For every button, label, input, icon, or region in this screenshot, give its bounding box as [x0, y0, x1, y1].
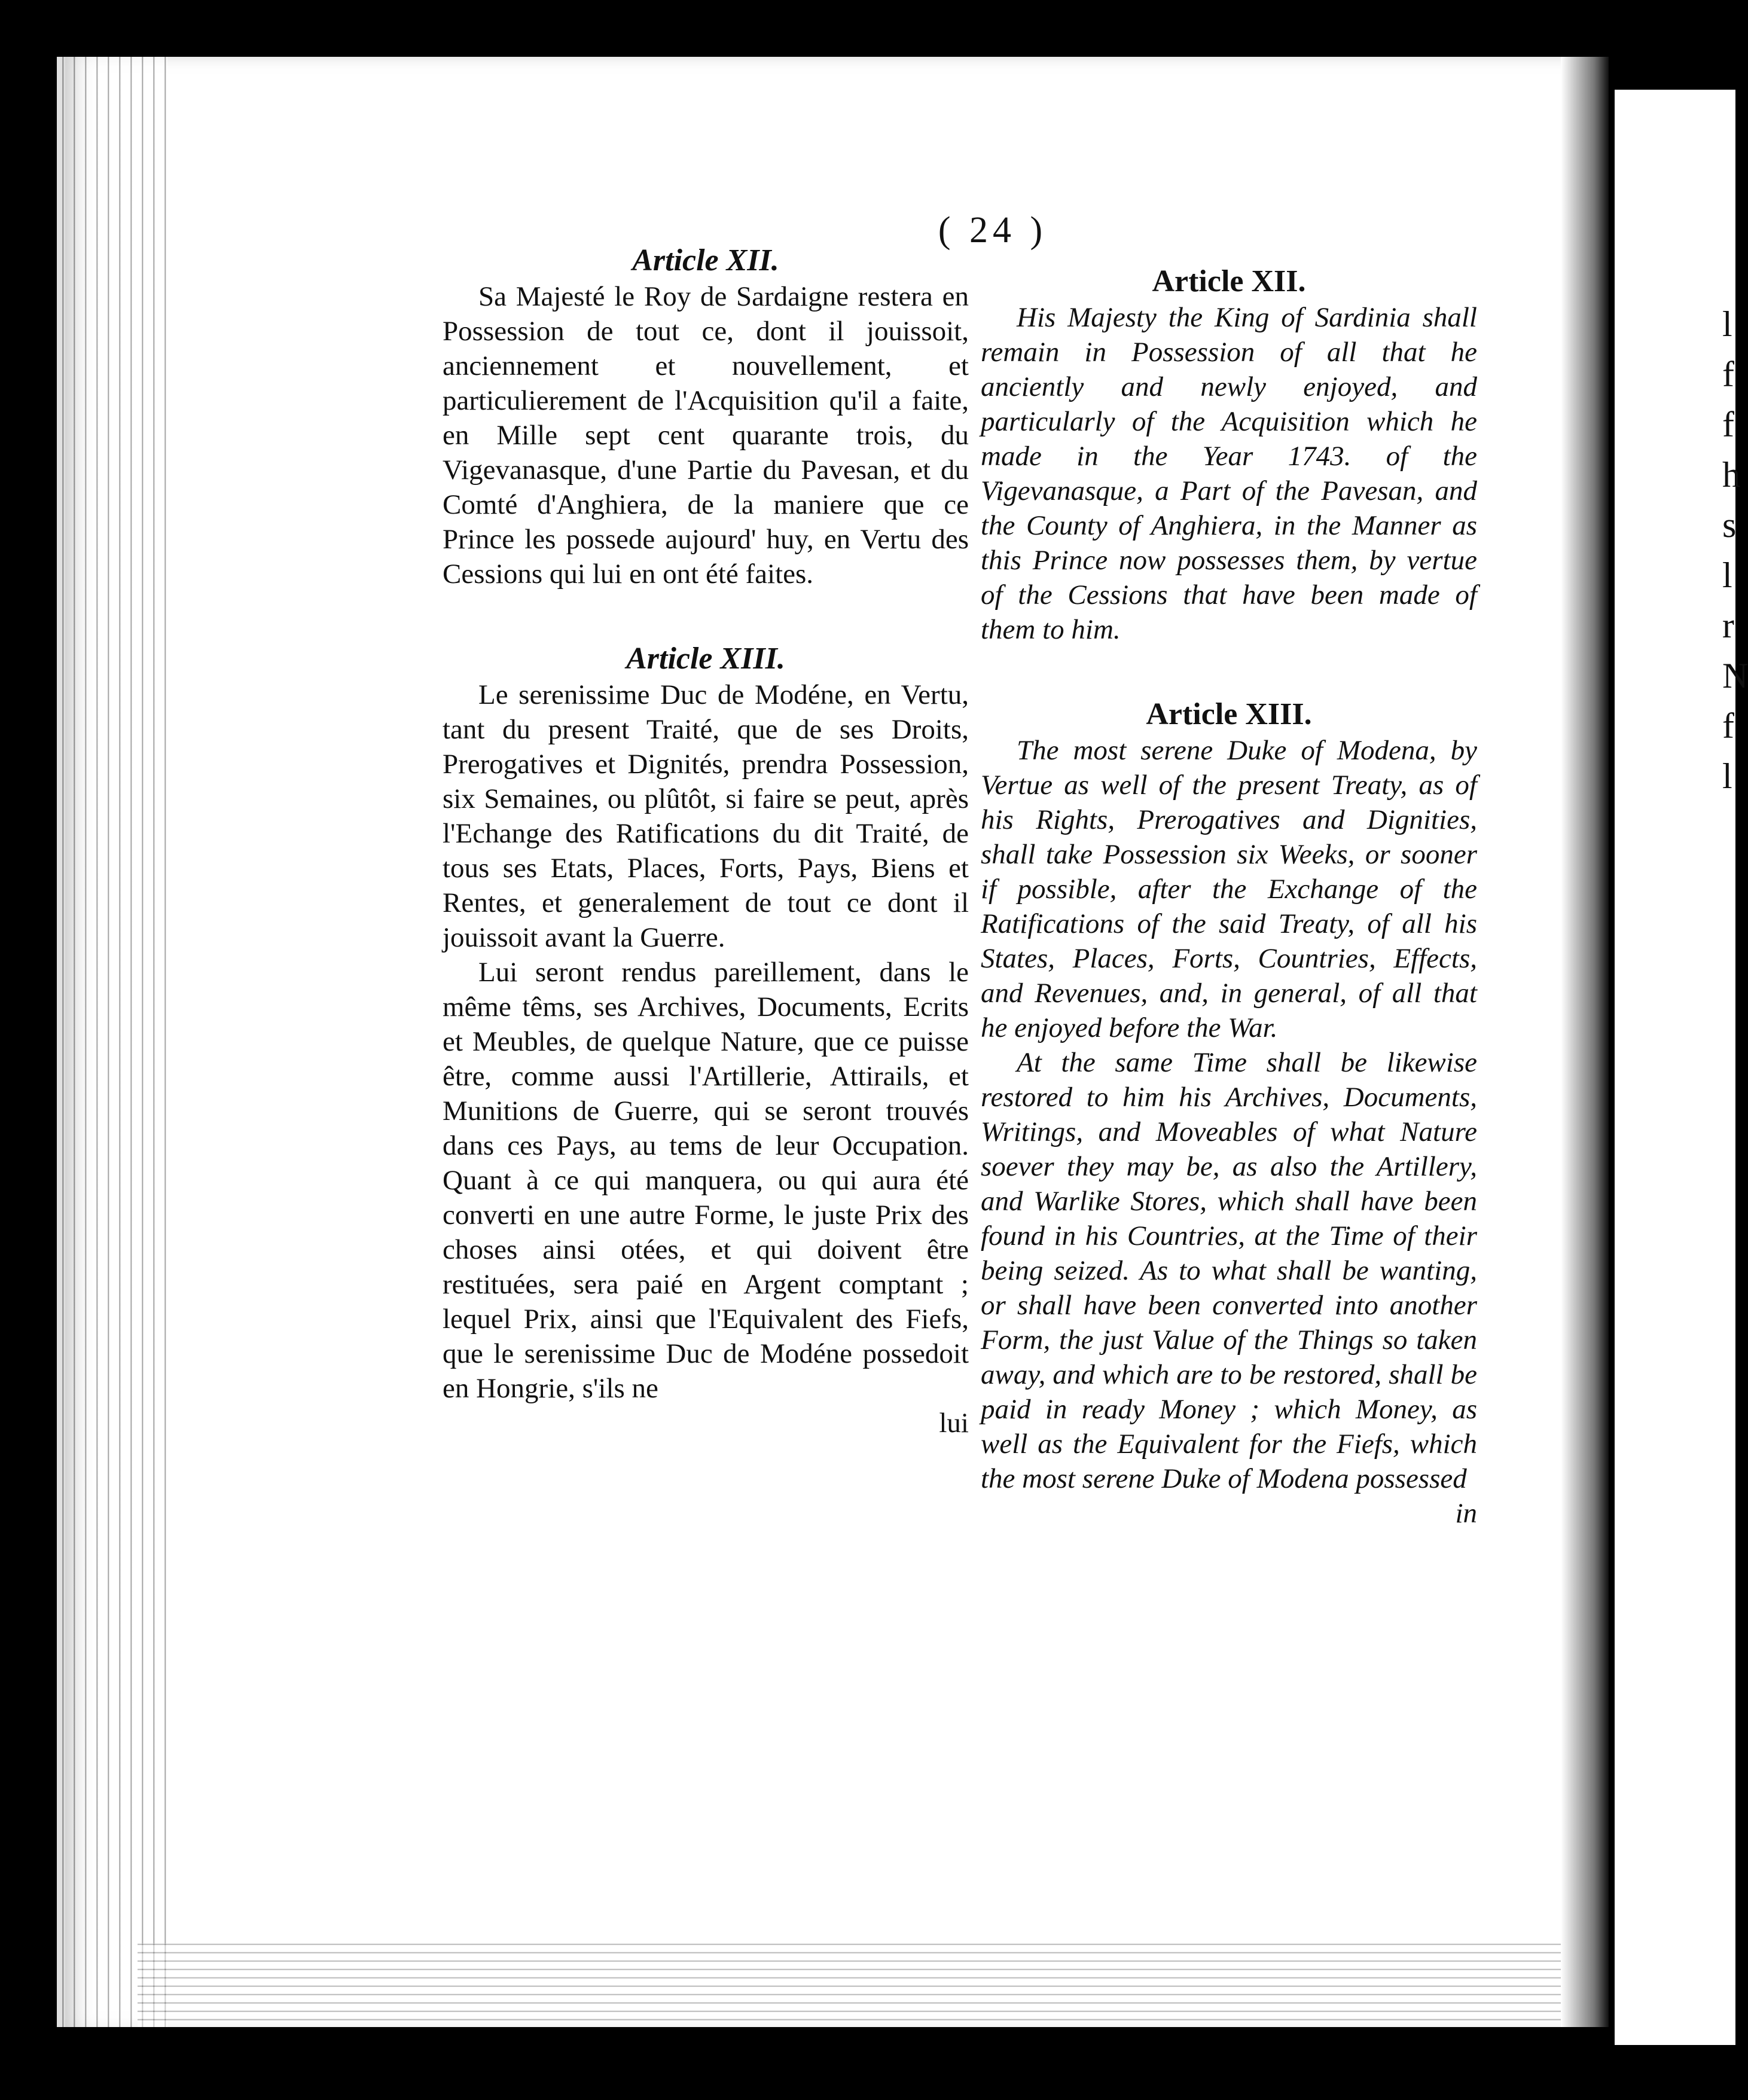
adjacent-letter: N [1722, 656, 1748, 695]
article-13-para1-fr: Le serenissime Duc de Modéne, en Vertu, tant du present Traité, que de ses Droits, Prerogatives et Dignités, prendra Possession, six Semaines, ou plûtôt, si faire se peut, après l'Echange des Ratifications du dit Traité, de tous ses Etats, Places, Forts, Pays, Biens et Rentes, et generalement de tout ce dont il jouissoit avant la Guerre. [443, 679, 969, 953]
article-13-para2-fr: Lui seront rendus pareillement, dans le même têms, ses Archives, Documents, Ecrits et Meubles, de quelque Nature, que ce puisse être, comme aussi l'Artillerie, Attirails, et Munitions de Guerre, qui se seront trouvés dans ces Pays, au tems de leur Occupation. Quant à ce qui manquera, ou qui aura été converti en une autre Forme, le juste Prix des choses ainsi otées, et qui doivent être restituées, sera paié en Argent comptant ; lequel Prix, ainsi que l'Equivalent des Fiefs, que le serenissime Duc de Modéne possedoit en Hongrie, s'ils ne [443, 957, 969, 1404]
article-12-text-en: His Majesty the King of Sardinia shall remain in Possession of all that he anciently and newly enjoyed, and particularly of the Acquisition which he made in the Year 1743. of the Vigevanasque, a Part of the Pavesan, and the County of Anghiera, in the Manner as this Prince now possesses them, by vertue of the Cessions that have been made of them to him. [981, 302, 1477, 645]
adjacent-page-text [1722, 299, 1748, 801]
article-12-heading-fr: Article XII. [632, 243, 779, 277]
page-edge-left [57, 57, 167, 2027]
article-12-text-fr: Sa Majesté le Roy de Sardaigne restera en Possession de tout ce, dont il jouissoit, anciennement et nouvellement, et particulierement de l'Acquisition qu'il a faite, en Mille sept cent quarante trois, du Vigevanasque, d'une Partie du Pavesan, et du Comté d'Anghiera, de la maniere que ce Prince les possede aujourd' huy, en Vertu des Cessions qui lui en ont été faites. [443, 281, 969, 590]
adjacent-letter: l [1722, 756, 1732, 796]
page-edge-bottom [138, 1943, 1573, 2027]
english-column [981, 263, 1477, 1531]
page-number: ( 24 ) [938, 210, 1048, 251]
adjacent-letter: s [1722, 505, 1737, 545]
catchword-en: in [1455, 1498, 1477, 1529]
gutter-shadow [1561, 57, 1609, 2027]
adjacent-letter: l [1722, 304, 1732, 344]
article-13-para1-en: The most serene Duke of Modena, by Vertue as well of the present Treaty, as of his Rights, Prerogatives and Dignities, shall take Possession six Weeks, or sooner if possible, after the Exchange of the Ratifications of the said Treaty, of all his States, Places, Forts, Countries, Effects, and Revenues, and, in general, of all that he enjoyed before the War. [981, 735, 1477, 1043]
adjacent-letter: f [1722, 355, 1734, 394]
adjacent-letter: f [1722, 405, 1734, 444]
adjacent-letter: f [1722, 706, 1734, 746]
adjacent-letter: r [1722, 606, 1734, 645]
article-13-para2-en: At the same Time shall be likewise restored to him his Archives, Documents, Writings, and Moveables of what Nature soever they may be, as also the Artillery, and Warlike Stores, which shall have been found in his Countries, at the Time of their being seized. As to what shall be wanting, or shall have been converted into another Form, the just Value of the Things so taken away, and which are to be restored, shall be paid in ready Money ; which Money, as well as the Equivalent for the Fiefs, which the most serene Duke of Modena possessed [981, 1047, 1477, 1494]
article-13-heading-en: Article XIII. [1146, 697, 1312, 731]
article-12-heading-en: Article XII. [1152, 264, 1306, 298]
catchword-fr: lui [939, 1408, 969, 1439]
adjacent-letter: l [1722, 555, 1732, 595]
french-column [443, 242, 969, 1440]
article-13-heading-fr: Article XIII. [626, 642, 785, 676]
adjacent-letter: h [1722, 455, 1740, 495]
section-spacer [443, 591, 969, 640]
adjacent-page [1615, 90, 1748, 2045]
section-spacer [981, 647, 1477, 696]
